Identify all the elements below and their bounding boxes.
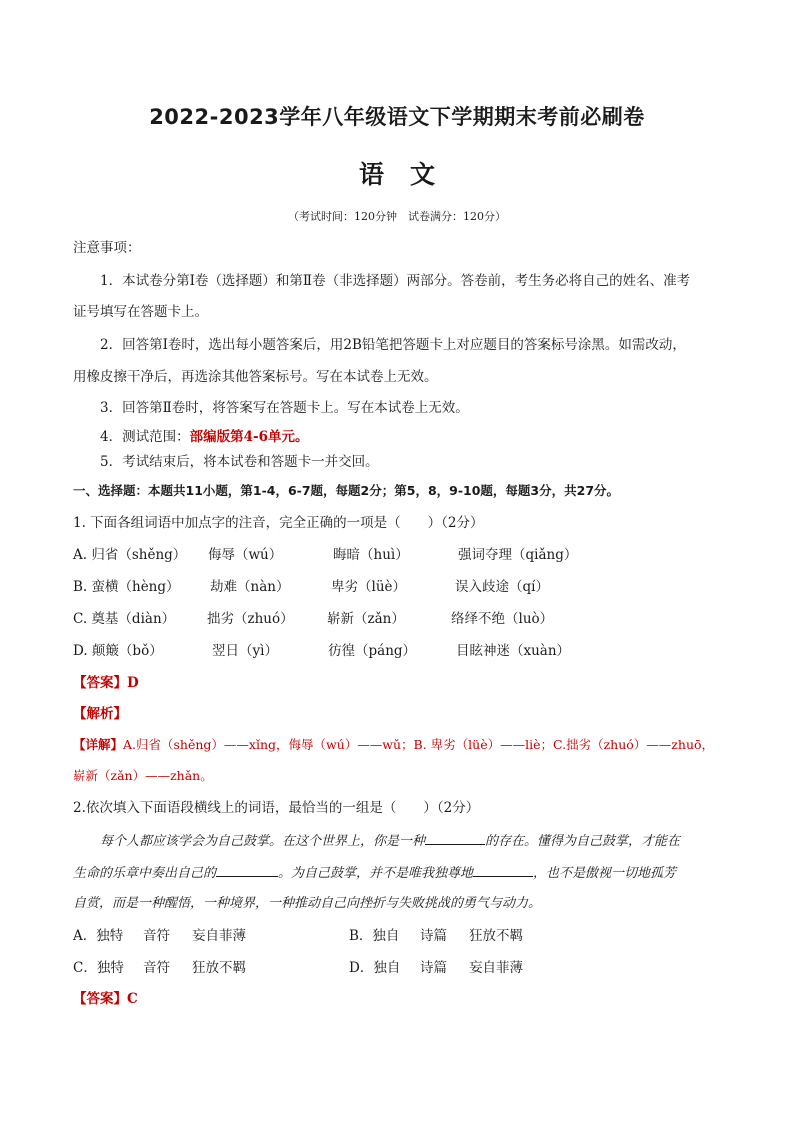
q1-answer-value: D xyxy=(127,675,139,691)
q2-passage-2a: 生命的乐章中奏出自己的 xyxy=(73,866,217,881)
q2-option-a-3: 妄自菲薄 xyxy=(192,928,246,944)
q1-detail-line-2: 崭新（zǎn）——zhǎn。 xyxy=(73,768,213,783)
q1-option-b-2: 劫难（nàn） xyxy=(210,579,290,595)
note-4 xyxy=(100,427,308,447)
q2-passage-2b: 。为自己鼓掌，并不是唯我独尊地 xyxy=(278,866,474,881)
q2-blank-2 xyxy=(216,862,278,877)
subject-heading: 语文 xyxy=(358,160,461,189)
q1-detail-line-1 xyxy=(73,735,714,755)
q1-detail-label: 【详解】 xyxy=(73,737,124,752)
q2-option-b-2: 诗篇 xyxy=(420,928,447,944)
q2-blank-1 xyxy=(425,830,485,845)
q2-option-a-2: 音符 xyxy=(143,928,170,944)
q1-option-b-4: 误入歧途（qí） xyxy=(455,579,549,595)
q2-passage-2c: ，也不是傲视一切地孤芳 xyxy=(533,866,677,881)
q2-option-a-1: A．独特 xyxy=(73,928,124,944)
q2-option-c-1: C．独特 xyxy=(73,960,124,976)
q1-option-a-2: 侮辱（wú） xyxy=(208,547,283,563)
note-4-prefix: 4．测试范围： xyxy=(100,429,190,445)
section-1-heading: 一、选择题：本题共11小题，第1-4，6-7题，每题2分；第5，8，9-10题，每题3分，共27分。 xyxy=(73,483,620,498)
notes-heading: 注意事项： xyxy=(73,240,141,256)
q1-option-c-1: C. 奠基（diàn） xyxy=(73,611,176,627)
q1-option-d-4: 目眩神迷（xuàn） xyxy=(456,643,571,659)
note-5: 5．考试结束后，将本试卷和答题卡一并交回。 xyxy=(100,454,379,470)
q1-option-a-1: A. 归省（shěng） xyxy=(73,547,187,563)
q1-option-d-2: 翌日（yì） xyxy=(212,643,278,659)
q1-analysis-label: 【解析】 xyxy=(73,706,127,722)
q1-option-c-2: 拙劣（zhuó） xyxy=(207,611,294,627)
q2-option-d-3: 妄自菲薄 xyxy=(469,960,523,976)
note-2-line-2: 用橡皮擦干净后，再选涂其他答案标号。写在本试卷上无效。 xyxy=(73,369,438,385)
q2-answer-value: C xyxy=(127,991,138,1007)
q2-option-c-3: 狂放不羁 xyxy=(192,960,246,976)
test-scope-highlight: 部编版第4-6单元。 xyxy=(189,429,309,445)
q2-passage-line-3: 自赏，而是一种醒悟，一种境界，一种推动自己向挫折与失败挑战的勇气与动力。 xyxy=(73,896,542,911)
exam-title: 2022-2023学年八年级语文下学期期末考前必刷卷 xyxy=(149,105,645,129)
q1-option-c-4: 络绎不绝（luò） xyxy=(451,611,554,627)
q1-detail-text-1: A.归省（shěng）——xǐng，侮辱（wú）——wǔ；B. 卑劣（lüè）——liè；C.拙劣（zhuó）——zhuō， xyxy=(123,737,715,752)
q1-option-b-1: B. 蛮横（hèng） xyxy=(73,579,180,595)
q1-option-d-1: D. 颠簸（bǒ） xyxy=(73,643,163,659)
q2-passage-line-2 xyxy=(73,862,676,884)
q2-passage-line-1 xyxy=(100,830,680,852)
note-2-line-1: 2．回答第Ⅰ卷时，选出每小题答案后，用2B铅笔把答题卡上对应题目的答案标号涂黑。如需改动， xyxy=(100,337,686,353)
q2-stem: 2.依次填入下面语段横线上的词语，最恰当的一组是（ ）（2分） xyxy=(73,800,480,816)
q2-answer-label: 【答案】 xyxy=(73,991,127,1007)
q2-option-d-2: 诗篇 xyxy=(420,960,447,976)
q2-option-c-2: 音符 xyxy=(143,960,170,976)
q1-option-b-3: 卑劣（lüè） xyxy=(331,579,407,595)
q1-option-a-3: 晦暗（huì） xyxy=(333,547,409,563)
q2-answer xyxy=(73,989,138,1009)
q1-option-a-4: 强词夺理（qiǎng） xyxy=(458,547,578,563)
exam-info: （考试时间：120分钟 试卷满分：120分） xyxy=(288,210,506,223)
q2-option-d-1: D．独自 xyxy=(349,960,401,976)
q1-answer-label: 【答案】 xyxy=(73,675,127,691)
q1-stem: 1. 下面各组词语中加点字的注音，完全正确的一项是（ ）（2分） xyxy=(73,515,484,531)
q2-option-b-1: B．独自 xyxy=(349,928,400,944)
q1-answer xyxy=(73,673,139,693)
q2-option-b-3: 狂放不羁 xyxy=(469,928,523,944)
q1-option-c-3: 崭新（zǎn） xyxy=(327,611,405,627)
note-1-line-2: 证号填写在答题卡上。 xyxy=(73,304,208,320)
q1-option-d-3: 彷徨（páng） xyxy=(328,643,417,659)
q2-passage-1a: 每个人都应该学会为自己鼓掌。在这个世界上，你是一种 xyxy=(100,834,426,849)
note-1-line-1: 1．本试卷分第Ⅰ卷（选择题）和第Ⅱ卷（非选择题）两部分。答卷前，考生务必将自己的姓名、准考 xyxy=(100,273,691,289)
note-3: 3．回答第Ⅱ卷时，将答案写在答题卡上。写在本试卷上无效。 xyxy=(100,400,469,416)
q2-passage-1b: 的存在。懂得为自己鼓掌，才能在 xyxy=(485,834,681,849)
q2-blank-3 xyxy=(473,862,533,877)
